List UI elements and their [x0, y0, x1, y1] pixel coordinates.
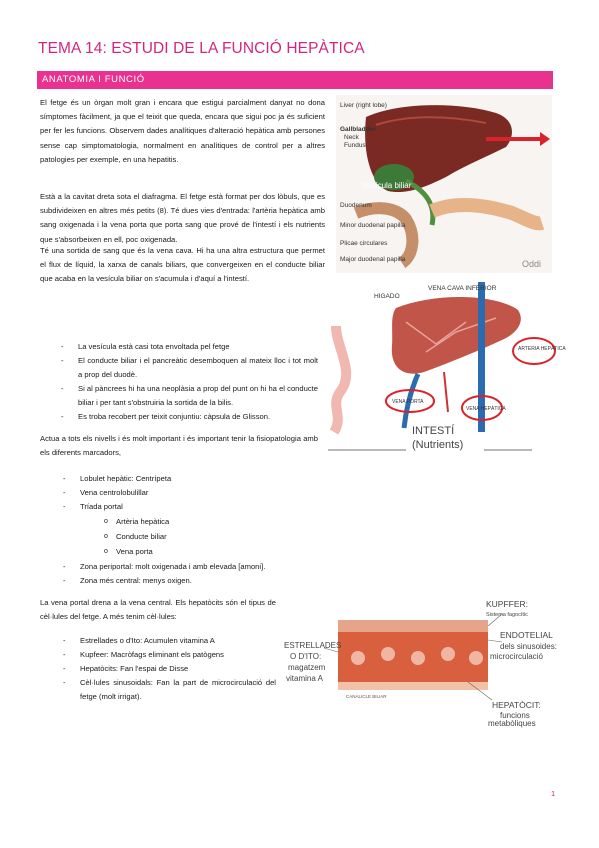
paragraph-markers: Actua a tots els nivells i és molt important i és important tenir la fisiopatologia amb els diferents marcadors, — [40, 434, 318, 458]
page-title: TEMA 14: ESTUDI DE LA FUNCIÓ HEPÀTICA — [38, 40, 365, 57]
label-endotelial-sub1: dels sinusoides: — [500, 642, 557, 651]
list-item: - Lobulet hepàtic: Centrípeta — [63, 474, 172, 483]
label-endotelial: ENDOTELIAL — [500, 630, 553, 640]
list-item: - La vesícula està casi tota envoltada pel fetge — [61, 342, 230, 351]
label-ito2: O D'ITO: — [290, 652, 322, 661]
liver-circulation-figure — [326, 282, 566, 454]
label-ito3: magatzem — [288, 663, 326, 672]
list-item-sub: o Conducte biliar — [104, 532, 167, 541]
label-hepatocit: HEPATÒCIT: — [492, 700, 541, 710]
label-intesti: INTESTÍ — [412, 425, 455, 437]
label-hepatocit-sub1: funcions — [500, 711, 530, 720]
label-duodenum: Duodenum — [340, 202, 372, 209]
liver-cells-figure — [278, 596, 560, 720]
label-minor-papilla: Minor duodenal papilla — [340, 222, 406, 229]
label-kupffer: KUPFFER: — [486, 599, 529, 609]
label-kupffer-sub: Sistema fagocític — [486, 612, 528, 618]
label-hepatocit-sub2: metabòliques — [488, 719, 536, 728]
label-neck: Neck — [344, 134, 359, 141]
paragraph-outflow: Té una sortida de sang que és la vena cava. Hi ha una altra estructura que permet el flux de líquid, la xarxa de canals biliars, que convergeixen en el conducte biliar que acaba en la vesícula biliar on s'acumula i d'aquí a l'intestí. — [40, 246, 325, 284]
list-item: - Vena centrolobulillar — [63, 488, 149, 497]
list-item: - El conducte biliar i el pancreàtic desemboquen al mateix lloc i tot molt a prop del duodè. — [61, 356, 318, 380]
liver-shape — [392, 297, 521, 374]
paragraph-location: Està a la cavitat dreta sota el diafragma. El fetge està format per dos lòbuls, que es subdivideixen en altres més petits (8). Té dues vies d'entrada: l'artèria hepàtica amb sang oxigenada i la vena porta que porta sang que prové de l'intestí i els nutrients que s'absorbeixen en ell, poc oxigenada. — [40, 192, 325, 244]
label-vena-cava: VENA CAVA INFERIOR — [428, 285, 497, 292]
list-item-sub: o Vena porta — [104, 547, 153, 556]
label-liver: Liver (right lobe) — [340, 102, 387, 109]
label-vesicula: Vesícula biliar — [362, 181, 412, 190]
label-nutrients: (Nutrients) — [412, 439, 464, 451]
liver-anatomy-figure — [336, 95, 552, 273]
paragraph-cells: La vena portal drena a la vena central. Els hepatòcits són el tipus de cèl·lules del fetge. A més tenim cèl·lules: — [40, 598, 276, 622]
page-number: 1 — [551, 791, 555, 798]
label-gallbladder: Gallbladder — [340, 126, 376, 133]
label-fundus: Fundus — [344, 142, 366, 149]
paragraph-intro: El fetge és un òrgan molt gran i encara que estigui parcialment danyat no dona símptomes fàcilment, ja que el teixit que queda, encara que sigui poc ja és suficient per fer les funcions. Observem dades analítiques d'alteració hepàtica amb persones sense cap simptomatologia, normalment en analítiques de control per a altres patologies per exemple, en una hepatitis. — [40, 98, 325, 164]
list-item: - Zona periportal: molt oxigenada i amb elevada [amoni]. — [63, 562, 266, 571]
label-endotelial-sub2: microcirculació — [490, 652, 543, 661]
list-item: - Zona més central: menys oxigen. — [63, 576, 192, 585]
label-canalicle: CANALICLE BILIAR — [346, 694, 387, 699]
intestine-shape — [334, 326, 346, 432]
list-item: - Hepatòcits: Fan l'espai de Disse — [63, 664, 189, 673]
list-item: - Es troba recobert per teixit conjuntiu: càpsula de Glisson. — [61, 412, 271, 421]
label-oddi: Oddi — [522, 259, 542, 269]
label-higado: HIGADO — [374, 293, 400, 300]
label-vena-hepatica: VENA HEPÁTICA — [466, 406, 506, 412]
section-banner: ANATOMIA I FUNCIÓ — [37, 71, 553, 89]
list-item: - Estrellades o d'Ito: Acumulen vitamina A — [63, 636, 215, 645]
label-arteria: ARTERIA HEPÁTICA — [518, 346, 566, 352]
arteria-hepatica — [444, 372, 448, 412]
label-plicae: Plicae circulares — [340, 240, 388, 247]
list-item: - Cèl·lules sinusoidals: Fan la part de microcirculació del fetge (molt irrigat). — [63, 678, 276, 702]
label-vena-porta: VENA PORTA — [392, 399, 424, 405]
label-ito4: vitamina A — [286, 674, 323, 683]
list-item: - Kupfeer: Macròfags eliminant els patògens — [63, 650, 224, 659]
label-major-papilla: Major duodenal papilla — [340, 256, 406, 263]
list-item: - Si al pàncrees hi ha una neoplàsia a prop del punt on hi ha el conducte biliar i per tant s'obstruiria la sortida de la bilis. — [61, 384, 318, 408]
list-item: - Tríada portal — [63, 502, 123, 511]
label-ito1: ESTRELLADES — [284, 641, 342, 650]
list-item-sub: o Artèria hepàtica — [104, 517, 170, 526]
